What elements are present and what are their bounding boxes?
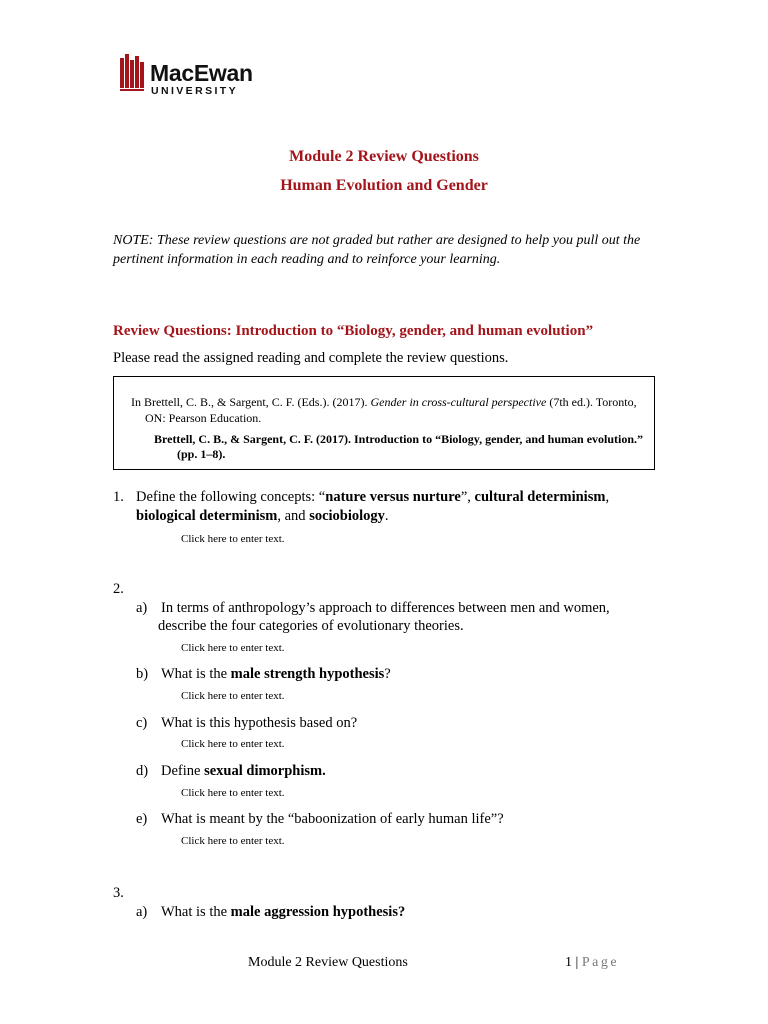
note-paragraph: NOTE: These review questions are not graded but rather are designed to help you pull out the pertinent information in each reading and to reinforce your learning.	[113, 233, 641, 267]
reference-chapter: Brettell, C. B., & Sargent, C. F. (2017). Introduction to “Biology, gender, and human evolution.” (pp. 1–8).	[154, 432, 644, 461]
answer-field-q2a[interactable]: Click here to enter text.	[181, 642, 285, 654]
question-2e-text: e) What is meant by the “baboonization of early human life”?	[136, 811, 504, 827]
footer-title: Module 2 Review Questions	[248, 955, 408, 970]
answer-field-q1[interactable]: Click here to enter text.	[181, 533, 285, 545]
reference-book: In Brettell, C. B., & Sargent, C. F. (Eds.). (2017). Gender in cross-cultural perspective (7th ed.). Toronto, ON: Pearson Education.	[131, 395, 637, 425]
section-heading: Review Questions: Introduction to “Biology, gender, and human evolution”	[113, 323, 594, 339]
question-2-number: 2.	[113, 581, 124, 597]
page-subtitle: Human Evolution and Gender	[280, 177, 488, 194]
answer-field-q2d[interactable]: Click here to enter text.	[181, 787, 285, 799]
section-instruction: Please read the assigned reading and complete the review questions.	[113, 350, 509, 366]
answer-field-q2e[interactable]: Click here to enter text.	[181, 835, 285, 847]
reference-box	[113, 376, 655, 470]
answer-field-q2c[interactable]: Click here to enter text.	[181, 738, 285, 750]
question-1-number: 1.	[113, 489, 124, 505]
page-title: Module 2 Review Questions	[289, 148, 479, 165]
footer-page-number: 1 | Page	[565, 955, 620, 970]
question-1-text: Define the following concepts: “nature versus nurture”, cultural determinism, biological determinism, and sociobiology.	[136, 489, 610, 524]
question-3-number: 3.	[113, 885, 124, 901]
question-2b-text: b) What is the male strength hypothesis?	[136, 666, 391, 682]
logo-subtitle: UNIVERSITY	[151, 85, 239, 97]
logo-mark-icon	[120, 54, 146, 92]
question-3a-text: a) What is the male aggression hypothesis?	[136, 904, 406, 920]
question-2d-text: d) Define sexual dimorphism.	[136, 763, 326, 779]
answer-field-q2b[interactable]: Click here to enter text.	[181, 690, 285, 702]
question-2c-text: c) What is this hypothesis based on?	[136, 715, 358, 731]
logo-wordmark: MacEwan	[150, 60, 253, 86]
university-logo	[120, 54, 270, 100]
question-2a-text: a) In terms of anthropology’s approach to differences between men and women, describe the four categories of evolutionary theories.	[136, 600, 610, 634]
